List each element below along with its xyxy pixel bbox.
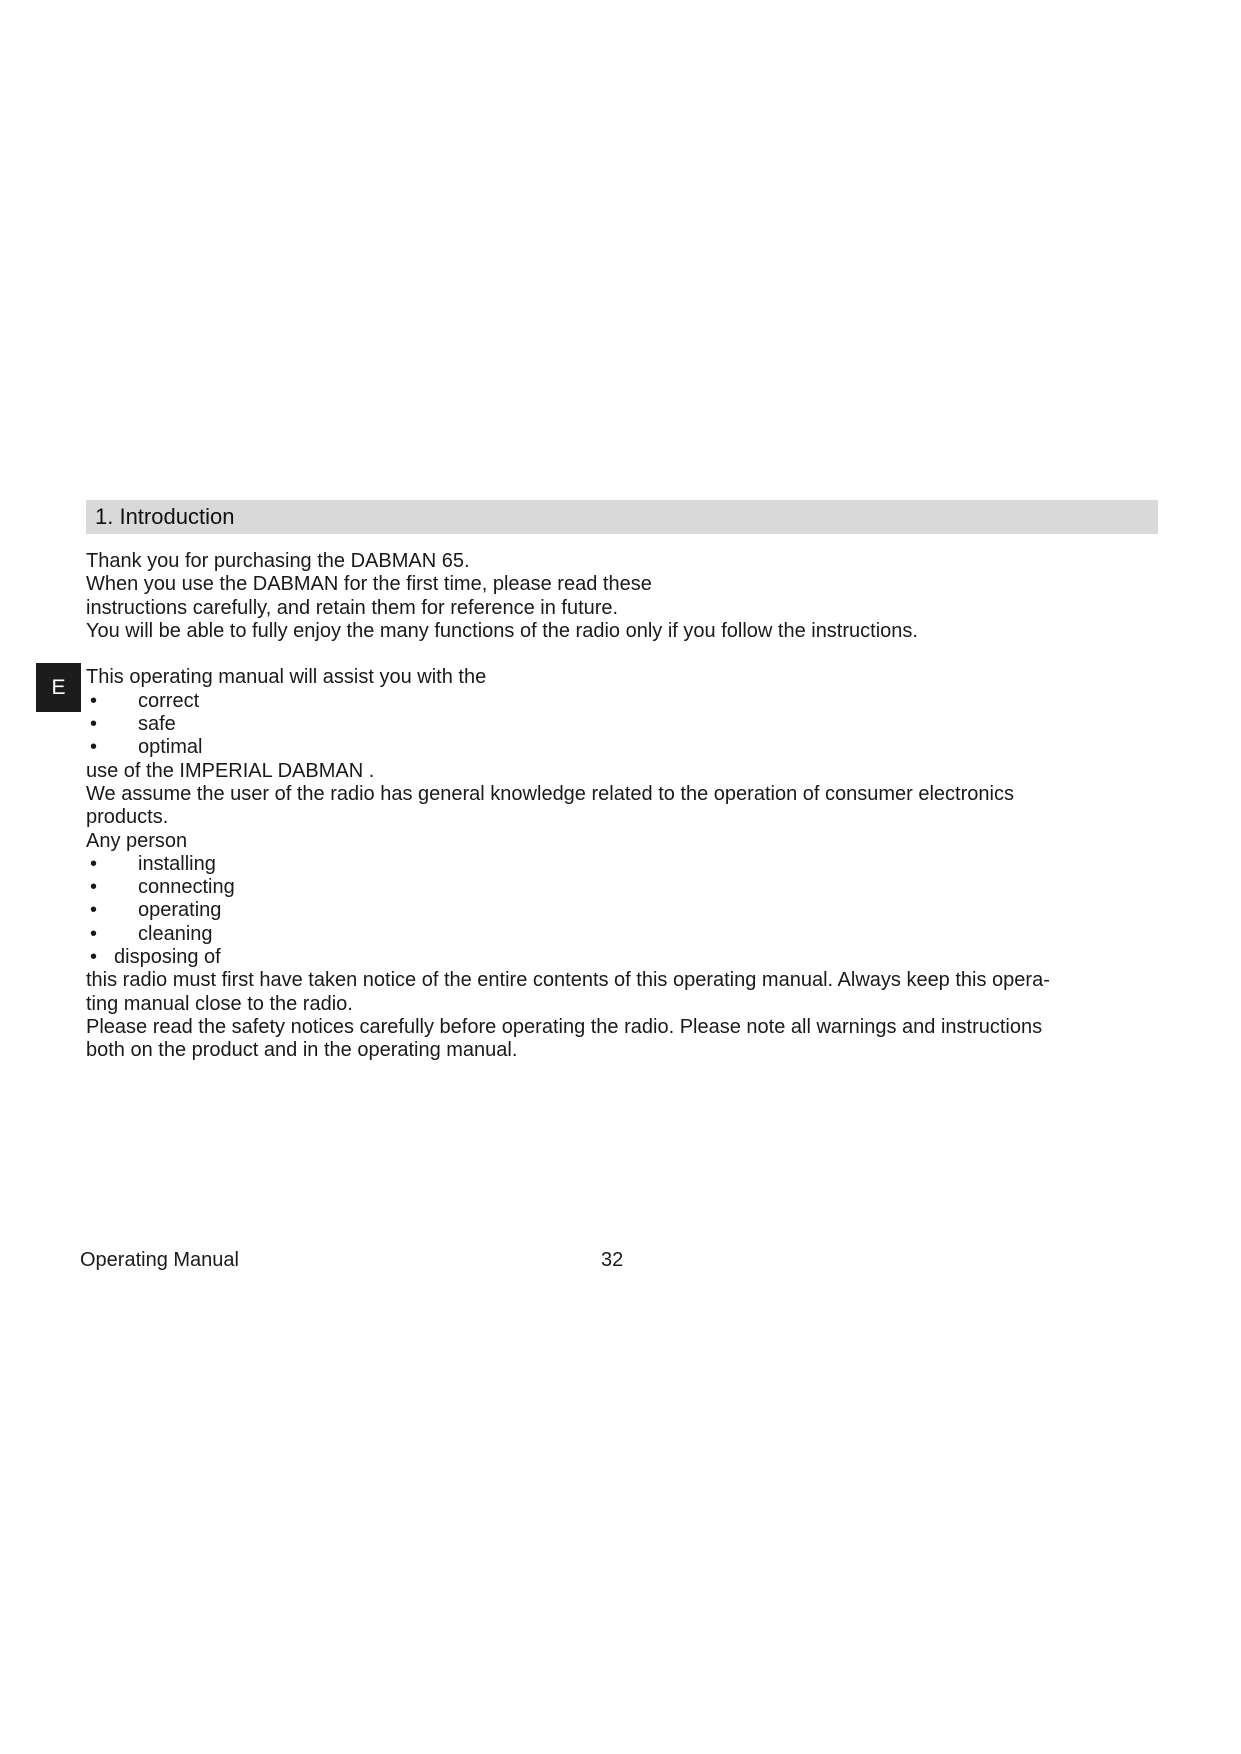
list-item (86, 690, 1166, 713)
bullet-icon: • (90, 736, 98, 759)
bullet-icon: • (90, 922, 98, 945)
language-tab (36, 663, 81, 712)
list-item (86, 713, 1166, 736)
bullet-icon: • (90, 876, 98, 899)
section-title: 1. Introduction (95, 504, 235, 529)
bullet-icon: • (90, 899, 98, 922)
list-item (86, 736, 1166, 759)
list-item (86, 923, 1166, 946)
list-item-label: cleaning (138, 922, 213, 945)
safety-line: both on the product and in the operating manual. (86, 1039, 518, 1062)
list-item (86, 946, 1166, 969)
intro-line: instructions carefully, and retain them for reference in future. (86, 596, 619, 619)
assume-line: We assume the user of the radio has general knowledge related to the operation of consumer electronics (86, 782, 1014, 805)
list-item-label: optimal (138, 736, 203, 759)
list-item-label: connecting (138, 876, 235, 899)
footer-label: Operating Manual (80, 1249, 239, 1271)
list-item-label: safe (138, 713, 176, 736)
list-item-label: operating (138, 899, 222, 922)
page-number: 32 (601, 1249, 624, 1271)
list-item (86, 876, 1166, 899)
notice-line: ting manual close to the radio. (86, 992, 353, 1015)
section-header (86, 500, 1158, 534)
assist-lead: This operating manual will assist you with the (86, 666, 487, 689)
safety-line: Please read the safety notices carefully before operating the radio. Please note all warnings and instructions (86, 1015, 1043, 1038)
list-item (86, 853, 1166, 876)
intro-line: You will be able to fully enjoy the many functions of the radio only if you follow the instructions. (86, 619, 918, 642)
bullet-icon: • (90, 852, 98, 875)
paragraph-gap (86, 643, 1166, 666)
bullet-icon: • (90, 689, 98, 712)
list-item-label: correct (138, 689, 200, 712)
list-item (86, 899, 1166, 922)
assist-after: use of the IMPERIAL DABMAN . (86, 759, 375, 782)
assume-line: products. (86, 806, 169, 829)
intro-line: Thank you for purchasing the DABMAN 65. (86, 550, 470, 572)
bullet-icon: • (90, 713, 98, 736)
language-tab-label: E (51, 676, 66, 699)
list-item-label: disposing of (114, 946, 221, 969)
bullet-icon: • (90, 946, 98, 969)
intro-line: When you use the DABMAN for the first time, please read these (86, 573, 652, 596)
notice-line: this radio must first have taken notice of the entire contents of this operating manual. Always keep this opera- (86, 969, 1050, 992)
persons-lead: Any person (86, 829, 188, 852)
list-item-label: installing (138, 852, 216, 875)
body-text (86, 550, 1166, 1063)
